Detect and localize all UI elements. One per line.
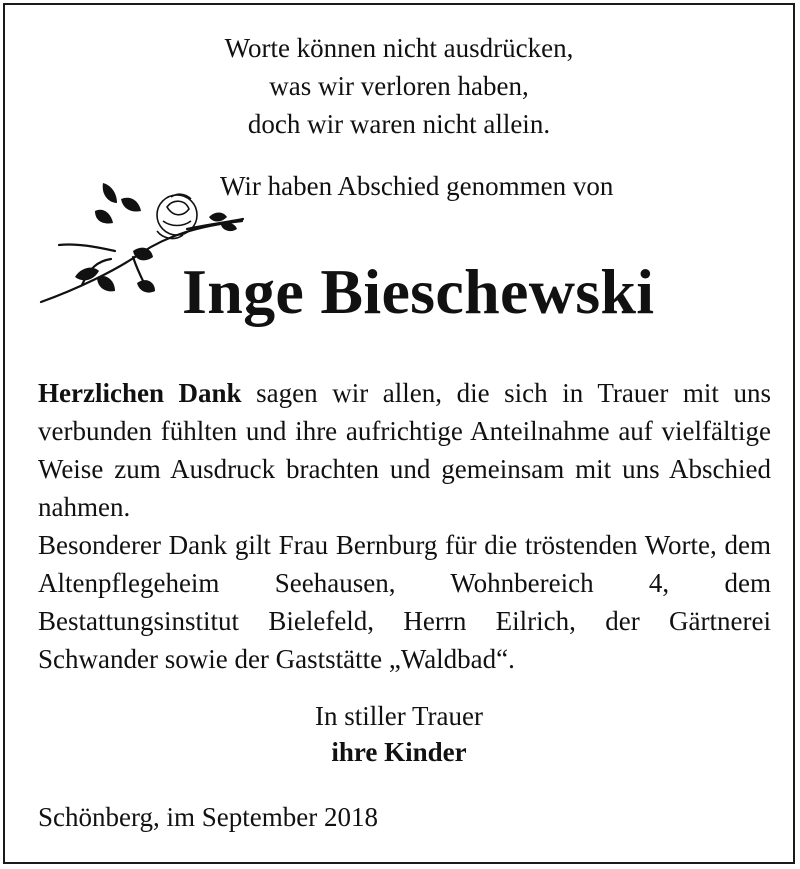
verse-line: doch wir waren nicht allein.: [247, 109, 551, 139]
farewell-intro: Wir haben Abschied genommen von: [220, 171, 614, 201]
special-thanks-paragraph: Besonderer Dank gilt Frau Bernburg für die tröstenden Worte, dem Altenpflegeheim Seehausen, Wohnbereich 4, dem Bestattungsinstitut Bielefeld, Herrn Eilrich, der Gärtnerei Schwander sowie der Gaststätte „Waldbad“.: [38, 530, 771, 674]
verse: [5, 29, 793, 143]
deceased-name: Inge Bieschewski: [182, 256, 655, 327]
signed-by: ihre Kinder: [331, 737, 467, 767]
mourning-line: In stiller Trauer: [315, 701, 483, 731]
signature-block: [5, 698, 793, 770]
thanks-paragraph: [38, 374, 771, 526]
thanks-lead: Herzlichen Dank: [38, 378, 242, 408]
verse-line: was wir verloren haben,: [269, 71, 529, 101]
verse-line: Worte können nicht ausdrücken,: [224, 33, 574, 63]
place-and-date: Schönberg, im September 2018: [38, 802, 378, 832]
thanks-text: [38, 374, 771, 678]
obituary-notice: [3, 3, 795, 864]
thanks-body: sagen wir allen, die sich in Trauer mit uns verbunden fühlten und ihre aufrichtige Anteilnahme auf vielfältige Weise zum Ausdruck brachten und gemeinsam mit uns Abschied nahmen.: [38, 378, 771, 522]
